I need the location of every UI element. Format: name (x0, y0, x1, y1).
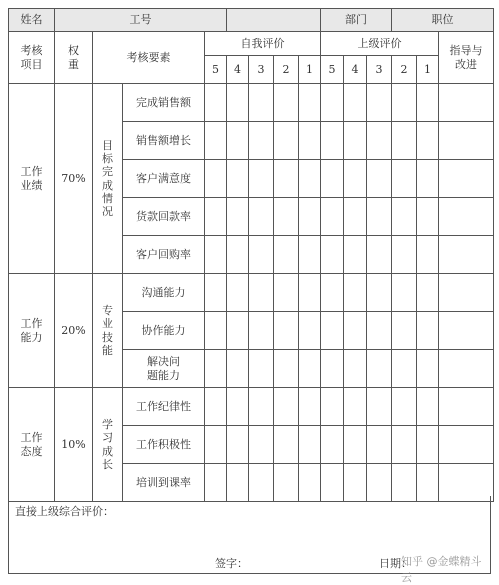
sup-score-cell[interactable] (417, 312, 439, 350)
self-score-cell[interactable] (249, 122, 274, 160)
factor-item: 协作能力 (123, 312, 205, 350)
guide-cell[interactable] (439, 388, 494, 426)
self-score-cell[interactable] (205, 84, 227, 122)
sup-score-cell[interactable] (392, 236, 417, 274)
self-score-cell[interactable] (299, 350, 321, 388)
self-score-cell[interactable] (227, 84, 249, 122)
self-score-cell[interactable] (299, 198, 321, 236)
self-score-cell[interactable] (205, 122, 227, 160)
sup-score-cell[interactable] (417, 388, 439, 426)
self-score-cell[interactable] (227, 198, 249, 236)
self-score-cell[interactable] (274, 426, 299, 464)
guide-cell[interactable] (439, 274, 494, 312)
summary-label: 直接上级综合评价： (15, 505, 114, 518)
self-score-cell[interactable] (299, 426, 321, 464)
self-score-cell[interactable] (274, 274, 299, 312)
self-score-cell[interactable] (249, 198, 274, 236)
sup-score-cell[interactable] (392, 312, 417, 350)
self-score-cell[interactable] (299, 236, 321, 274)
self-score-cell[interactable] (227, 312, 249, 350)
sup-score-cell[interactable] (344, 388, 367, 426)
self-score-cell[interactable] (299, 84, 321, 122)
section-subcategory: 目 标 完 成 情 况 (93, 84, 123, 274)
self-score-cell[interactable] (299, 160, 321, 198)
sup-score-cell[interactable] (321, 426, 344, 464)
sup-score-cell[interactable] (344, 198, 367, 236)
sup-score-cell[interactable] (367, 122, 392, 160)
guide-cell[interactable] (439, 426, 494, 464)
sup-score-cell[interactable] (367, 312, 392, 350)
sup-score-cell[interactable] (417, 122, 439, 160)
section-weight: 10% (55, 388, 93, 502)
position-label: 职位 (392, 9, 494, 32)
self-score-cell[interactable] (274, 84, 299, 122)
signature-label: 签字： (215, 557, 248, 570)
sup-score-cell[interactable] (321, 350, 344, 388)
factor-column-header: 考核要素 (93, 32, 205, 84)
self-score-3: 3 (249, 56, 274, 84)
self-score-4: 4 (227, 56, 249, 84)
sup-score-cell[interactable] (392, 274, 417, 312)
self-score-cell[interactable] (274, 160, 299, 198)
self-score-cell[interactable] (227, 388, 249, 426)
self-score-cell[interactable] (227, 274, 249, 312)
section-weight: 20% (55, 274, 93, 388)
sup-score-2: 2 (392, 56, 417, 84)
self-score-cell[interactable] (249, 426, 274, 464)
self-score-1: 1 (299, 56, 321, 84)
factor-item: 完成销售额 (123, 84, 205, 122)
self-score-cell[interactable] (274, 198, 299, 236)
sup-score-cell[interactable] (321, 388, 344, 426)
sup-score-cell[interactable] (321, 84, 344, 122)
factor-item: 培训到课率 (123, 464, 205, 502)
guide-cell[interactable] (439, 160, 494, 198)
section-weight: 70% (55, 84, 93, 274)
guide-cell[interactable] (439, 350, 494, 388)
section-subcategory: 专 业 技 能 (93, 274, 123, 388)
factor-item: 沟通能力 (123, 274, 205, 312)
self-score-cell[interactable] (274, 312, 299, 350)
sup-score-cell[interactable] (367, 350, 392, 388)
self-score-cell[interactable] (299, 274, 321, 312)
section-title: 工作 能力 (9, 274, 55, 388)
sup-score-cell[interactable] (392, 160, 417, 198)
sup-score-cell[interactable] (417, 84, 439, 122)
guide-column-header: 指导与 改进 (439, 32, 494, 84)
sup-score-cell[interactable] (392, 426, 417, 464)
sup-score-cell[interactable] (344, 160, 367, 198)
self-score-cell[interactable] (205, 426, 227, 464)
sup-score-cell[interactable] (367, 274, 392, 312)
self-score-cell[interactable] (249, 160, 274, 198)
sup-score-cell[interactable] (321, 274, 344, 312)
self-score-cell[interactable] (227, 350, 249, 388)
self-score-cell[interactable] (274, 236, 299, 274)
guide-cell[interactable] (439, 198, 494, 236)
sup-score-cell[interactable] (321, 122, 344, 160)
sup-score-cell[interactable] (344, 236, 367, 274)
self-score-cell[interactable] (274, 388, 299, 426)
name-label: 姓名 (9, 9, 55, 32)
sup-score-cell[interactable] (417, 350, 439, 388)
sup-score-cell[interactable] (417, 160, 439, 198)
self-score-2: 2 (274, 56, 299, 84)
sup-score-cell[interactable] (392, 350, 417, 388)
sup-score-cell[interactable] (344, 350, 367, 388)
sup-score-4: 4 (344, 56, 367, 84)
self-score-cell[interactable] (249, 388, 274, 426)
self-score-cell[interactable] (249, 312, 274, 350)
sup-score-cell[interactable] (321, 198, 344, 236)
self-score-cell[interactable] (205, 160, 227, 198)
sup-score-cell[interactable] (417, 198, 439, 236)
sup-score-cell[interactable] (367, 426, 392, 464)
sup-score-1: 1 (417, 56, 439, 84)
sup-score-5: 5 (321, 56, 344, 84)
guide-cell[interactable] (439, 236, 494, 274)
sup-score-cell[interactable] (367, 84, 392, 122)
factor-item: 工作积极性 (123, 426, 205, 464)
guide-cell[interactable] (439, 312, 494, 350)
sup-score-3: 3 (367, 56, 392, 84)
self-score-cell[interactable] (249, 274, 274, 312)
item-column-header: 考核 项目 (9, 32, 55, 84)
self-score-cell[interactable] (205, 312, 227, 350)
factor-item: 客户满意度 (123, 160, 205, 198)
guide-cell[interactable] (439, 84, 494, 122)
self-score-cell[interactable] (227, 160, 249, 198)
sup-score-cell[interactable] (321, 236, 344, 274)
appraisal-table (8, 8, 494, 502)
self-score-cell[interactable] (205, 274, 227, 312)
factor-item: 销售额增长 (123, 122, 205, 160)
self-score-cell[interactable] (249, 236, 274, 274)
sup-score-cell[interactable] (344, 312, 367, 350)
self-score-cell[interactable] (227, 426, 249, 464)
sup-score-cell[interactable] (392, 388, 417, 426)
self-score-cell[interactable] (249, 350, 274, 388)
appraisal-form (8, 8, 494, 502)
sup-score-cell[interactable] (392, 198, 417, 236)
self-eval-header: 自我评价 (205, 32, 321, 56)
supervisor-summary (8, 496, 491, 584)
self-score-cell[interactable] (299, 388, 321, 426)
self-score-cell[interactable] (205, 388, 227, 426)
self-score-cell[interactable] (205, 236, 227, 274)
sup-score-cell[interactable] (321, 312, 344, 350)
sup-score-cell[interactable] (417, 236, 439, 274)
self-score-cell[interactable] (205, 198, 227, 236)
dept-label: 部门 (321, 9, 392, 32)
factor-item: 解决问 题能力 (123, 350, 205, 388)
self-score-cell[interactable] (299, 122, 321, 160)
self-score-5: 5 (205, 56, 227, 84)
weight-column-header: 权 重 (55, 32, 93, 84)
id-label: 工号 (55, 9, 227, 32)
sup-score-cell[interactable] (321, 160, 344, 198)
self-score-cell[interactable] (227, 122, 249, 160)
section-title: 工作 业绩 (9, 84, 55, 274)
sup-eval-header: 上级评价 (321, 32, 439, 56)
sup-score-cell[interactable] (392, 84, 417, 122)
watermark: 知乎 @金蝶精斗云 (401, 555, 482, 584)
sup-score-cell[interactable] (344, 122, 367, 160)
section-subcategory: 学 习 成 长 (93, 388, 123, 502)
factor-item: 客户回购率 (123, 236, 205, 274)
sup-score-cell[interactable] (344, 426, 367, 464)
blank-cell (227, 9, 321, 32)
sup-score-cell[interactable] (417, 426, 439, 464)
sup-score-cell[interactable] (392, 122, 417, 160)
self-score-cell[interactable] (274, 350, 299, 388)
date-label: 日期： (379, 557, 412, 570)
self-score-cell[interactable] (274, 122, 299, 160)
sup-score-cell[interactable] (344, 274, 367, 312)
factor-item: 工作纪律性 (123, 388, 205, 426)
sup-score-cell[interactable] (367, 198, 392, 236)
sup-score-cell[interactable] (367, 160, 392, 198)
sup-score-cell[interactable] (417, 274, 439, 312)
self-score-cell[interactable] (205, 350, 227, 388)
self-score-cell[interactable] (249, 84, 274, 122)
sup-score-cell[interactable] (344, 84, 367, 122)
sup-score-cell[interactable] (367, 236, 392, 274)
section-title: 工作 态度 (9, 388, 55, 502)
self-score-cell[interactable] (299, 312, 321, 350)
factor-item: 货款回款率 (123, 198, 205, 236)
sup-score-cell[interactable] (367, 388, 392, 426)
guide-cell[interactable] (439, 122, 494, 160)
self-score-cell[interactable] (227, 236, 249, 274)
